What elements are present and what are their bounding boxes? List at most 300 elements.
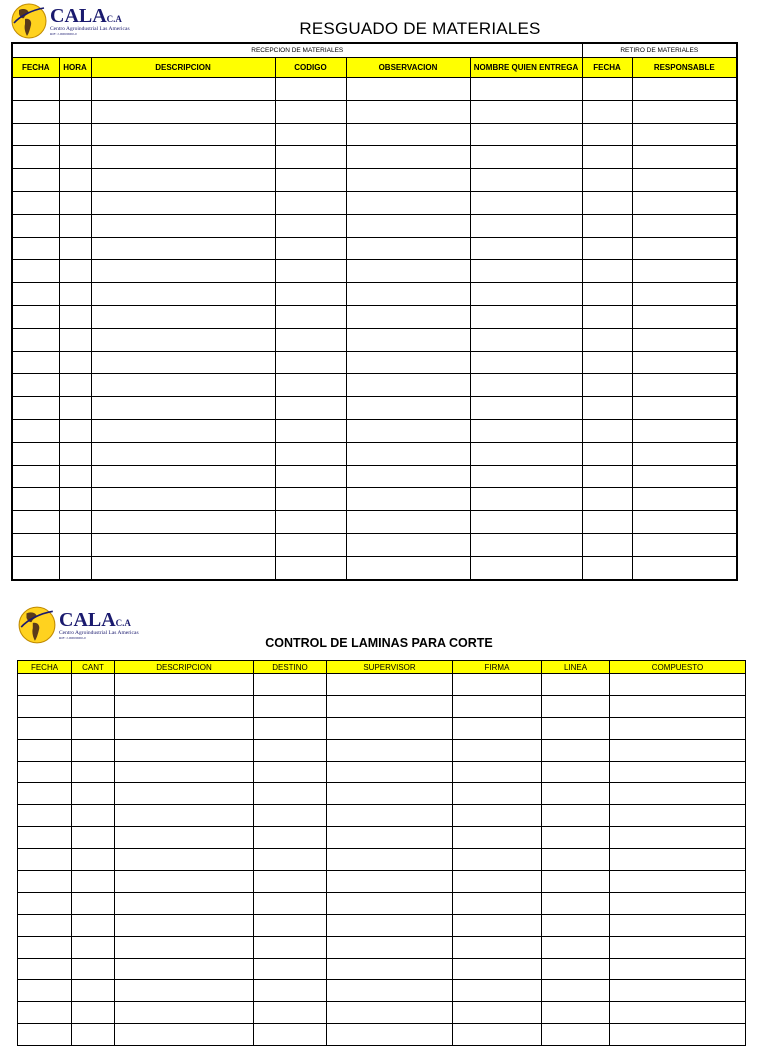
table-cell[interactable] (582, 100, 632, 123)
table-cell[interactable] (254, 783, 327, 805)
table-cell[interactable] (632, 533, 737, 556)
table-cell[interactable] (12, 305, 59, 328)
table-cell[interactable] (470, 169, 582, 192)
table-cell[interactable] (59, 305, 91, 328)
table-cell[interactable] (115, 827, 254, 849)
table-cell[interactable] (72, 1002, 115, 1024)
table-cell[interactable] (91, 214, 275, 237)
table-cell[interactable] (346, 237, 470, 260)
table-cell[interactable] (59, 237, 91, 260)
table-cell[interactable] (610, 849, 746, 871)
table-cell[interactable] (12, 260, 59, 283)
table-cell[interactable] (91, 260, 275, 283)
table-cell[interactable] (582, 442, 632, 465)
table-cell[interactable] (470, 511, 582, 534)
table-cell[interactable] (582, 237, 632, 260)
table-cell[interactable] (582, 511, 632, 534)
table-cell[interactable] (632, 169, 737, 192)
table-cell[interactable] (632, 465, 737, 488)
table-cell[interactable] (453, 958, 542, 980)
table-cell[interactable] (327, 871, 453, 893)
table-cell[interactable] (254, 849, 327, 871)
table-cell[interactable] (254, 695, 327, 717)
table-cell[interactable] (275, 260, 346, 283)
table-cell[interactable] (542, 936, 610, 958)
table-cell[interactable] (470, 419, 582, 442)
table-cell[interactable] (275, 78, 346, 101)
table-cell[interactable] (254, 761, 327, 783)
table-cell[interactable] (59, 100, 91, 123)
table-cell[interactable] (18, 936, 72, 958)
table-cell[interactable] (91, 556, 275, 579)
table-cell[interactable] (18, 717, 72, 739)
table-cell[interactable] (542, 892, 610, 914)
table-cell[interactable] (453, 1002, 542, 1024)
table-cell[interactable] (18, 849, 72, 871)
table-cell[interactable] (327, 761, 453, 783)
table-cell[interactable] (346, 100, 470, 123)
table-cell[interactable] (254, 739, 327, 761)
table-cell[interactable] (632, 351, 737, 374)
table-cell[interactable] (582, 78, 632, 101)
table-cell[interactable] (115, 892, 254, 914)
table-cell[interactable] (12, 123, 59, 146)
table-cell[interactable] (327, 914, 453, 936)
table-cell[interactable] (18, 914, 72, 936)
table-cell[interactable] (72, 674, 115, 696)
table-cell[interactable] (59, 191, 91, 214)
table-cell[interactable] (470, 488, 582, 511)
table-cell[interactable] (254, 958, 327, 980)
table-cell[interactable] (18, 958, 72, 980)
table-cell[interactable] (453, 871, 542, 893)
table-cell[interactable] (12, 146, 59, 169)
table-cell[interactable] (91, 283, 275, 306)
table-cell[interactable] (453, 892, 542, 914)
table-cell[interactable] (254, 1002, 327, 1024)
table-cell[interactable] (327, 739, 453, 761)
table-cell[interactable] (18, 739, 72, 761)
table-cell[interactable] (610, 674, 746, 696)
table-cell[interactable] (582, 465, 632, 488)
table-cell[interactable] (115, 695, 254, 717)
table-cell[interactable] (254, 1024, 327, 1046)
table-cell[interactable] (327, 827, 453, 849)
table-cell[interactable] (470, 556, 582, 579)
table-cell[interactable] (470, 78, 582, 101)
table-cell[interactable] (582, 146, 632, 169)
table-cell[interactable] (470, 374, 582, 397)
table-cell[interactable] (610, 827, 746, 849)
table-cell[interactable] (59, 78, 91, 101)
table-cell[interactable] (542, 827, 610, 849)
table-cell[interactable] (632, 442, 737, 465)
table-cell[interactable] (254, 892, 327, 914)
table-cell[interactable] (275, 419, 346, 442)
table-cell[interactable] (542, 739, 610, 761)
table-cell[interactable] (632, 283, 737, 306)
table-cell[interactable] (115, 1002, 254, 1024)
table-cell[interactable] (72, 1024, 115, 1046)
table-cell[interactable] (582, 169, 632, 192)
table-cell[interactable] (632, 305, 737, 328)
table-cell[interactable] (327, 1024, 453, 1046)
table-cell[interactable] (327, 958, 453, 980)
table-cell[interactable] (610, 914, 746, 936)
table-cell[interactable] (346, 488, 470, 511)
table-cell[interactable] (59, 533, 91, 556)
table-cell[interactable] (542, 1024, 610, 1046)
table-cell[interactable] (18, 783, 72, 805)
table-cell[interactable] (72, 739, 115, 761)
table-cell[interactable] (632, 488, 737, 511)
table-cell[interactable] (59, 146, 91, 169)
table-cell[interactable] (91, 305, 275, 328)
table-cell[interactable] (582, 419, 632, 442)
table-cell[interactable] (18, 674, 72, 696)
table-cell[interactable] (470, 397, 582, 420)
table-cell[interactable] (275, 305, 346, 328)
table-cell[interactable] (610, 783, 746, 805)
table-cell[interactable] (275, 100, 346, 123)
table-cell[interactable] (610, 980, 746, 1002)
table-cell[interactable] (610, 958, 746, 980)
table-cell[interactable] (582, 123, 632, 146)
table-cell[interactable] (632, 511, 737, 534)
table-cell[interactable] (470, 442, 582, 465)
table-cell[interactable] (59, 488, 91, 511)
table-cell[interactable] (115, 871, 254, 893)
table-cell[interactable] (12, 283, 59, 306)
table-cell[interactable] (327, 695, 453, 717)
table-cell[interactable] (18, 1002, 72, 1024)
table-cell[interactable] (346, 328, 470, 351)
table-cell[interactable] (91, 328, 275, 351)
table-cell[interactable] (91, 442, 275, 465)
table-cell[interactable] (610, 1002, 746, 1024)
table-cell[interactable] (327, 892, 453, 914)
table-cell[interactable] (453, 695, 542, 717)
table-cell[interactable] (115, 936, 254, 958)
table-cell[interactable] (470, 260, 582, 283)
table-cell[interactable] (610, 761, 746, 783)
table-cell[interactable] (275, 533, 346, 556)
table-cell[interactable] (275, 123, 346, 146)
table-cell[interactable] (72, 695, 115, 717)
table-cell[interactable] (59, 374, 91, 397)
table-cell[interactable] (346, 533, 470, 556)
table-cell[interactable] (542, 717, 610, 739)
table-cell[interactable] (91, 351, 275, 374)
table-cell[interactable] (453, 761, 542, 783)
table-cell[interactable] (59, 419, 91, 442)
table-cell[interactable] (59, 397, 91, 420)
table-cell[interactable] (346, 465, 470, 488)
table-cell[interactable] (254, 827, 327, 849)
table-cell[interactable] (582, 533, 632, 556)
table-cell[interactable] (115, 980, 254, 1002)
table-cell[interactable] (72, 980, 115, 1002)
table-cell[interactable] (582, 283, 632, 306)
table-cell[interactable] (275, 283, 346, 306)
table-cell[interactable] (12, 351, 59, 374)
table-cell[interactable] (542, 674, 610, 696)
table-cell[interactable] (115, 717, 254, 739)
table-cell[interactable] (542, 1002, 610, 1024)
table-cell[interactable] (18, 761, 72, 783)
table-cell[interactable] (12, 374, 59, 397)
table-cell[interactable] (453, 717, 542, 739)
table-cell[interactable] (582, 374, 632, 397)
table-cell[interactable] (470, 305, 582, 328)
table-cell[interactable] (72, 892, 115, 914)
table-cell[interactable] (72, 805, 115, 827)
table-cell[interactable] (12, 419, 59, 442)
table-cell[interactable] (470, 351, 582, 374)
table-cell[interactable] (582, 351, 632, 374)
table-cell[interactable] (542, 783, 610, 805)
table-cell[interactable] (115, 958, 254, 980)
table-cell[interactable] (453, 936, 542, 958)
table-cell[interactable] (632, 260, 737, 283)
table-cell[interactable] (91, 533, 275, 556)
table-cell[interactable] (582, 328, 632, 351)
table-cell[interactable] (470, 237, 582, 260)
table-cell[interactable] (632, 397, 737, 420)
table-cell[interactable] (610, 871, 746, 893)
table-cell[interactable] (115, 849, 254, 871)
table-cell[interactable] (327, 717, 453, 739)
table-cell[interactable] (72, 871, 115, 893)
table-cell[interactable] (610, 1024, 746, 1046)
table-cell[interactable] (18, 695, 72, 717)
table-cell[interactable] (91, 78, 275, 101)
table-cell[interactable] (346, 511, 470, 534)
table-cell[interactable] (91, 123, 275, 146)
table-cell[interactable] (72, 761, 115, 783)
table-cell[interactable] (275, 442, 346, 465)
table-cell[interactable] (18, 805, 72, 827)
table-cell[interactable] (254, 980, 327, 1002)
table-cell[interactable] (453, 674, 542, 696)
table-cell[interactable] (115, 1024, 254, 1046)
table-cell[interactable] (346, 260, 470, 283)
table-cell[interactable] (632, 556, 737, 579)
table-cell[interactable] (470, 465, 582, 488)
table-cell[interactable] (91, 511, 275, 534)
table-cell[interactable] (12, 397, 59, 420)
table-cell[interactable] (542, 871, 610, 893)
table-cell[interactable] (59, 465, 91, 488)
table-cell[interactable] (453, 805, 542, 827)
table-cell[interactable] (115, 805, 254, 827)
table-cell[interactable] (275, 214, 346, 237)
table-cell[interactable] (632, 237, 737, 260)
table-cell[interactable] (632, 100, 737, 123)
table-cell[interactable] (632, 191, 737, 214)
table-cell[interactable] (453, 914, 542, 936)
table-cell[interactable] (275, 169, 346, 192)
table-cell[interactable] (610, 936, 746, 958)
table-cell[interactable] (254, 805, 327, 827)
table-cell[interactable] (582, 214, 632, 237)
table-cell[interactable] (59, 351, 91, 374)
table-cell[interactable] (12, 169, 59, 192)
table-cell[interactable] (12, 214, 59, 237)
table-cell[interactable] (346, 374, 470, 397)
table-cell[interactable] (91, 419, 275, 442)
table-cell[interactable] (91, 397, 275, 420)
table-cell[interactable] (542, 761, 610, 783)
table-cell[interactable] (470, 328, 582, 351)
table-cell[interactable] (346, 214, 470, 237)
table-cell[interactable] (632, 328, 737, 351)
table-cell[interactable] (453, 827, 542, 849)
table-cell[interactable] (346, 397, 470, 420)
table-cell[interactable] (346, 191, 470, 214)
table-cell[interactable] (59, 442, 91, 465)
table-cell[interactable] (632, 419, 737, 442)
table-cell[interactable] (254, 674, 327, 696)
table-cell[interactable] (59, 556, 91, 579)
table-cell[interactable] (275, 191, 346, 214)
table-cell[interactable] (327, 849, 453, 871)
table-cell[interactable] (542, 849, 610, 871)
table-cell[interactable] (254, 871, 327, 893)
table-cell[interactable] (610, 892, 746, 914)
table-cell[interactable] (115, 739, 254, 761)
table-cell[interactable] (12, 511, 59, 534)
table-cell[interactable] (59, 260, 91, 283)
table-cell[interactable] (254, 914, 327, 936)
table-cell[interactable] (275, 397, 346, 420)
table-cell[interactable] (582, 260, 632, 283)
table-cell[interactable] (327, 783, 453, 805)
table-cell[interactable] (254, 717, 327, 739)
table-cell[interactable] (72, 827, 115, 849)
table-cell[interactable] (327, 805, 453, 827)
table-cell[interactable] (632, 78, 737, 101)
table-cell[interactable] (91, 169, 275, 192)
table-cell[interactable] (72, 717, 115, 739)
table-cell[interactable] (254, 936, 327, 958)
table-cell[interactable] (275, 237, 346, 260)
table-cell[interactable] (91, 488, 275, 511)
table-cell[interactable] (275, 465, 346, 488)
table-cell[interactable] (91, 100, 275, 123)
table-cell[interactable] (18, 871, 72, 893)
table-cell[interactable] (470, 100, 582, 123)
table-cell[interactable] (582, 397, 632, 420)
table-cell[interactable] (582, 488, 632, 511)
table-cell[interactable] (542, 805, 610, 827)
table-cell[interactable] (59, 123, 91, 146)
table-cell[interactable] (470, 123, 582, 146)
table-cell[interactable] (346, 123, 470, 146)
table-cell[interactable] (59, 283, 91, 306)
table-cell[interactable] (610, 717, 746, 739)
table-cell[interactable] (610, 739, 746, 761)
table-cell[interactable] (542, 914, 610, 936)
table-cell[interactable] (115, 783, 254, 805)
table-cell[interactable] (453, 849, 542, 871)
table-cell[interactable] (346, 169, 470, 192)
table-cell[interactable] (59, 511, 91, 534)
table-cell[interactable] (346, 556, 470, 579)
table-cell[interactable] (542, 958, 610, 980)
table-cell[interactable] (91, 191, 275, 214)
table-cell[interactable] (18, 980, 72, 1002)
table-cell[interactable] (12, 191, 59, 214)
table-cell[interactable] (327, 674, 453, 696)
table-cell[interactable] (275, 374, 346, 397)
table-cell[interactable] (275, 556, 346, 579)
table-cell[interactable] (327, 980, 453, 1002)
table-cell[interactable] (59, 169, 91, 192)
table-cell[interactable] (346, 305, 470, 328)
table-cell[interactable] (12, 533, 59, 556)
table-cell[interactable] (12, 78, 59, 101)
table-cell[interactable] (91, 374, 275, 397)
table-cell[interactable] (470, 533, 582, 556)
table-cell[interactable] (453, 980, 542, 1002)
table-cell[interactable] (12, 556, 59, 579)
table-cell[interactable] (72, 936, 115, 958)
table-cell[interactable] (582, 556, 632, 579)
table-cell[interactable] (18, 1024, 72, 1046)
table-cell[interactable] (12, 328, 59, 351)
table-cell[interactable] (275, 488, 346, 511)
table-cell[interactable] (470, 146, 582, 169)
table-cell[interactable] (470, 214, 582, 237)
table-cell[interactable] (582, 305, 632, 328)
table-cell[interactable] (346, 351, 470, 374)
table-cell[interactable] (346, 146, 470, 169)
table-cell[interactable] (91, 465, 275, 488)
table-cell[interactable] (327, 936, 453, 958)
table-cell[interactable] (115, 761, 254, 783)
table-cell[interactable] (59, 328, 91, 351)
table-cell[interactable] (632, 214, 737, 237)
table-cell[interactable] (91, 237, 275, 260)
table-cell[interactable] (632, 146, 737, 169)
table-cell[interactable] (582, 191, 632, 214)
table-cell[interactable] (72, 849, 115, 871)
table-cell[interactable] (542, 695, 610, 717)
table-cell[interactable] (327, 1002, 453, 1024)
table-cell[interactable] (610, 695, 746, 717)
table-cell[interactable] (346, 78, 470, 101)
table-cell[interactable] (542, 980, 610, 1002)
table-cell[interactable] (18, 827, 72, 849)
table-cell[interactable] (453, 739, 542, 761)
table-cell[interactable] (72, 914, 115, 936)
table-cell[interactable] (275, 328, 346, 351)
table-cell[interactable] (470, 191, 582, 214)
table-cell[interactable] (91, 146, 275, 169)
table-cell[interactable] (72, 783, 115, 805)
table-cell[interactable] (59, 214, 91, 237)
table-cell[interactable] (275, 351, 346, 374)
table-cell[interactable] (346, 283, 470, 306)
table-cell[interactable] (610, 805, 746, 827)
table-cell[interactable] (632, 374, 737, 397)
table-cell[interactable] (18, 892, 72, 914)
table-cell[interactable] (12, 100, 59, 123)
table-cell[interactable] (12, 465, 59, 488)
table-cell[interactable] (72, 958, 115, 980)
table-cell[interactable] (275, 511, 346, 534)
